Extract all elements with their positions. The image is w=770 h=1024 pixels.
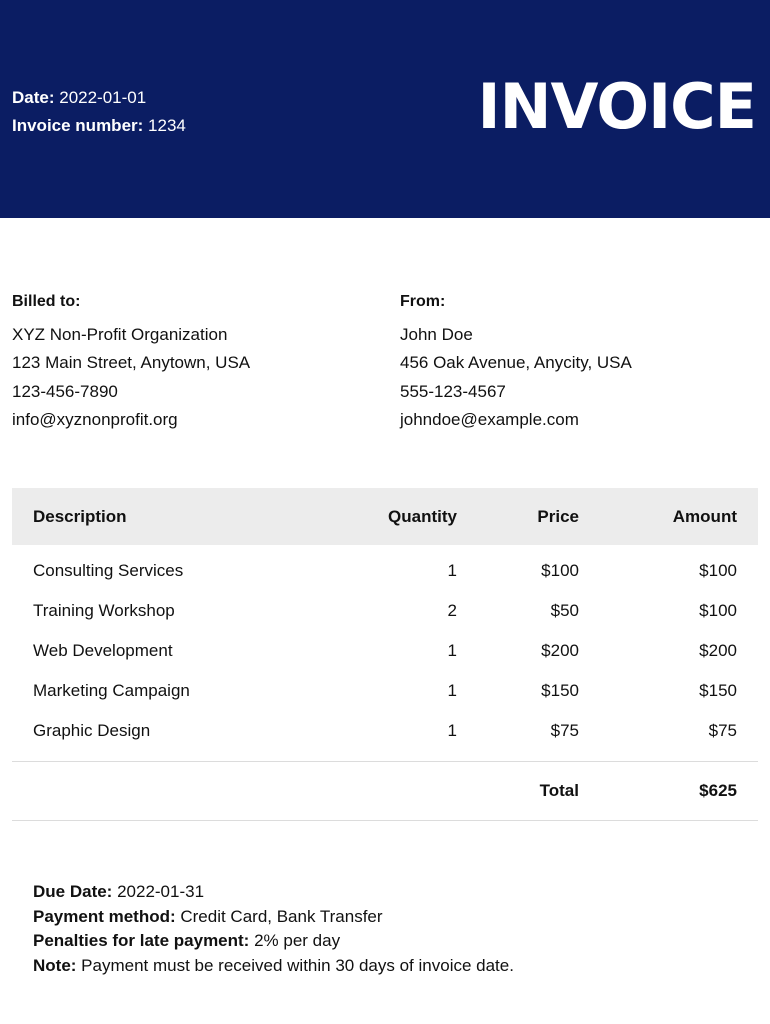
column-header-description: Description bbox=[33, 507, 127, 526]
billed-to-block bbox=[12, 288, 250, 435]
note-label: Note: bbox=[33, 955, 82, 975]
row-amount: $200 bbox=[699, 641, 737, 660]
row-quantity: 1 bbox=[447, 721, 457, 740]
table-row bbox=[12, 592, 758, 632]
row-description: Web Development bbox=[33, 641, 173, 660]
date-line bbox=[12, 84, 186, 112]
from-phone: 555-123-4567 bbox=[400, 381, 506, 401]
row-amount: $100 bbox=[699, 561, 737, 580]
invoice-meta bbox=[12, 84, 186, 140]
column-header-price: Price bbox=[537, 507, 579, 526]
date-label: Date: bbox=[12, 88, 60, 107]
total-label: Total bbox=[539, 781, 579, 800]
payment-method-value: Credit Card, Bank Transfer bbox=[180, 906, 383, 926]
billed-to-address: 123 Main Street, Anytown, USA bbox=[12, 353, 251, 372]
due-date-value: 2022-01-31 bbox=[117, 882, 205, 901]
invoice-header bbox=[0, 0, 770, 218]
from-email: johndoe@example.com bbox=[400, 410, 579, 429]
note-line bbox=[33, 954, 514, 979]
invoice-number-label: Invoice number: bbox=[12, 116, 149, 135]
note-value: Payment must be received within 30 days of invoice date. bbox=[81, 955, 514, 975]
table-header bbox=[12, 488, 758, 545]
table-row bbox=[12, 552, 758, 592]
row-price: $100 bbox=[541, 561, 579, 580]
line-items-table bbox=[12, 488, 758, 821]
row-amount: $100 bbox=[699, 601, 737, 620]
payment-method-label: Payment method: bbox=[33, 906, 181, 926]
total-divider bbox=[12, 820, 758, 821]
invoice-title: INVOICE bbox=[477, 70, 756, 143]
from-heading: From: bbox=[400, 293, 446, 310]
row-quantity: 1 bbox=[447, 561, 457, 580]
row-price: $150 bbox=[541, 681, 579, 700]
payment-method-line bbox=[33, 905, 514, 930]
billed-to-name: XYZ Non-Profit Organization bbox=[12, 324, 228, 344]
penalties-line bbox=[33, 929, 514, 954]
billed-to-email: info@xyznonprofit.org bbox=[12, 410, 178, 429]
total-row bbox=[12, 762, 758, 820]
from-block bbox=[400, 288, 632, 435]
due-date-label: Due Date: bbox=[33, 882, 118, 901]
invoice-number-value: 1234 bbox=[148, 116, 186, 135]
penalties-value: 2% per day bbox=[254, 931, 341, 950]
penalties-label: Penalties for late payment: bbox=[33, 931, 255, 950]
row-price: $200 bbox=[541, 641, 579, 660]
table-row bbox=[12, 672, 758, 712]
row-quantity: 1 bbox=[447, 681, 457, 700]
row-description: Consulting Services bbox=[33, 561, 184, 580]
from-name: John Doe bbox=[400, 324, 473, 344]
table-row bbox=[12, 632, 758, 672]
table-body bbox=[12, 545, 758, 752]
invoice-number-line bbox=[12, 112, 186, 140]
from-address: 456 Oak Avenue, Anycity, USA bbox=[400, 353, 632, 372]
billed-to-heading: Billed to: bbox=[12, 293, 81, 310]
row-description: Graphic Design bbox=[33, 721, 151, 740]
row-quantity: 1 bbox=[447, 641, 457, 660]
row-description: Marketing Campaign bbox=[33, 681, 190, 700]
total-value: $625 bbox=[699, 781, 737, 800]
row-price: $50 bbox=[550, 601, 579, 620]
row-description: Training Workshop bbox=[33, 601, 175, 620]
date-value: 2022-01-01 bbox=[59, 88, 147, 107]
row-price: $75 bbox=[550, 721, 579, 740]
billed-to-phone: 123-456-7890 bbox=[12, 381, 118, 401]
column-header-quantity: Quantity bbox=[388, 507, 457, 526]
payment-notes bbox=[33, 880, 514, 978]
row-quantity: 2 bbox=[447, 601, 457, 620]
table-row bbox=[12, 712, 758, 752]
due-date-line bbox=[33, 880, 514, 905]
row-amount: $150 bbox=[699, 681, 737, 700]
column-header-amount: Amount bbox=[672, 507, 737, 526]
row-amount: $75 bbox=[708, 721, 737, 740]
